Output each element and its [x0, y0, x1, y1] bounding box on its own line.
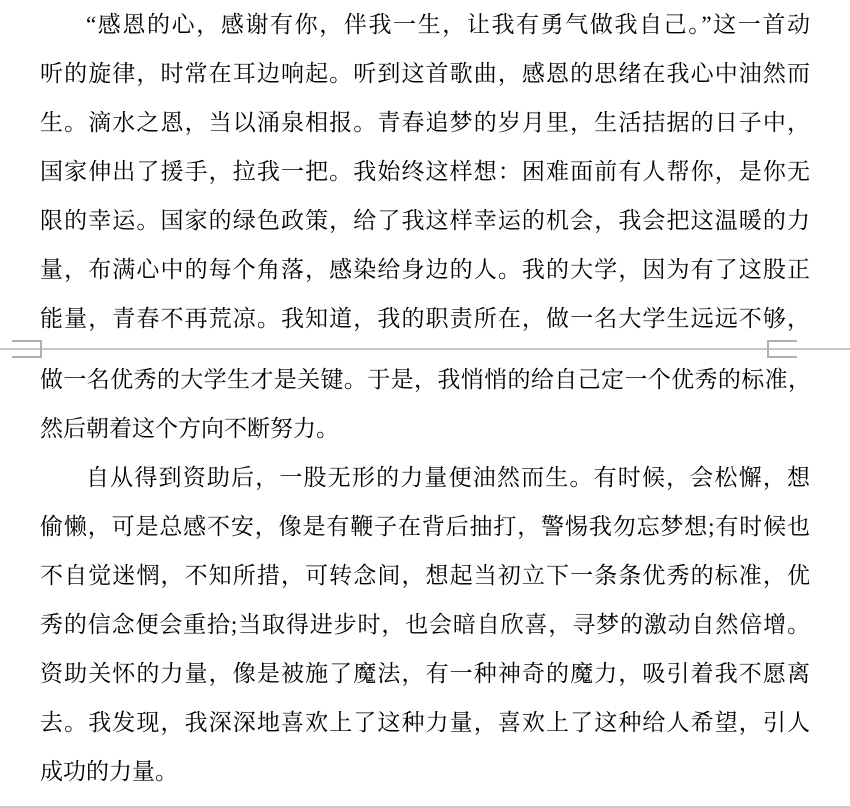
text-line[interactable]: 自从得到资助后，一股无形的力量便油然而生。有时候，会松懈，想 — [86, 465, 810, 490]
text-line[interactable]: 做一名优秀的大学生才是关键。于是，我悄悄的给自己定一个优秀的标准， — [40, 367, 810, 392]
text-line[interactable]: 成功的力量。 — [40, 759, 178, 784]
text-line[interactable]: 听的旋律，时常在耳边响起。听到这首歌曲，感恩的思绪在我心中油然而 — [40, 61, 810, 86]
text-line[interactable]: 秀的信念便会重拾;当取得进步时，也会暗自欣喜，寻梦的激动自然倍增。 — [40, 612, 810, 637]
text-line[interactable]: 偷懒，可是总感不安，像是有鞭子在背后抽打，警惕我勿忘梦想;有时候也 — [40, 514, 810, 539]
text-line[interactable]: 不自觉迷惘，不知所措，可转念间，想起当初立下一条条优秀的标准，优 — [40, 563, 810, 588]
left-margin-mark — [12, 340, 42, 358]
text-line[interactable]: 然后朝着这个方向不断努力。 — [40, 416, 339, 441]
page-2-text — [0, 355, 850, 796]
text-line[interactable]: “感恩的心，感谢有你，伴我一生，让我有勇气做我自己。”这一首动 — [86, 12, 810, 37]
text-line[interactable]: 生。滴水之恩，当以涌泉相报。青春追梦的岁月里，生活拮据的日子中， — [40, 110, 810, 135]
text-line[interactable]: 能量，青春不再荒凉。我知道，我的职责所在，做一名大学生远远不够， — [40, 306, 810, 331]
text-line[interactable]: 限的幸运。国家的绿色政策，给了我这样幸运的机会，我会把这温暖的力 — [40, 208, 810, 233]
text-line[interactable]: 国家伸出了援手，拉我一把。我始终这样想：困难面前有人帮你，是你无 — [40, 159, 810, 184]
text-line[interactable]: 去。我发现，我深深地喜欢上了这种力量，喜欢上了这种给人希望，引人 — [40, 710, 810, 735]
right-margin-mark — [767, 340, 797, 358]
text-line[interactable]: 量，布满心中的每个角落，感染给身边的人。我的大学，因为有了这股正 — [40, 257, 810, 282]
page-1-text — [0, 0, 850, 343]
page-break-divider — [0, 343, 850, 355]
page-boundary-line — [0, 348, 850, 350]
text-line[interactable]: 资助关怀的力量，像是被施了魔法，有一种神奇的魔力，吸引着我不愿离 — [40, 661, 810, 686]
